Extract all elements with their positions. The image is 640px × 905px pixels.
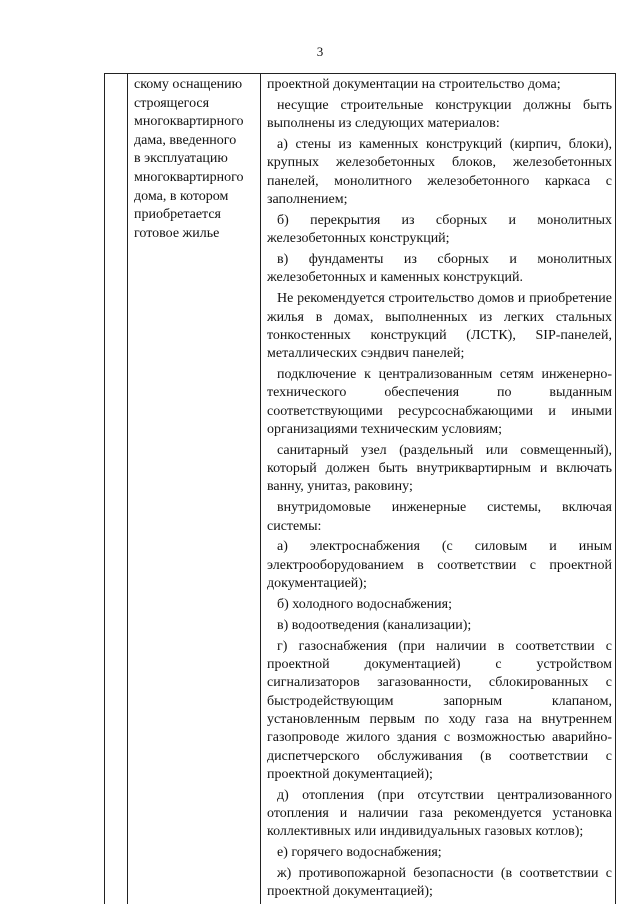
subject-line: строящегося [134, 95, 210, 111]
table-row [105, 74, 616, 905]
requirement-paragraph: Не рекомендуется строительство домов и приобретение жилья в домах, выполненных из легких стальных тонкостенных конструкций (ЛСТК), SIP-панелей, металлических сэндвич панелей; [267, 291, 612, 362]
requirement-paragraph: в) водоотведения (канализации); [277, 617, 472, 633]
requirement-paragraph: подключение к централизованным сетям инженерно-технического обеспечения по выданным соответствующими ресурсоснабжающими и иными организациями техническим условиям; [267, 367, 612, 437]
requirement-paragraph: санитарный узел (раздельный или совмещенный), который должен быть внутриквартирным и включать ванну, унитаз, раковину; [267, 442, 612, 495]
requirement-paragraph: б) холодного водоснабжения; [277, 596, 452, 612]
requirement-paragraph: е) горячего водоснабжения; [277, 845, 442, 861]
subject-line: дома, в котором [134, 188, 229, 204]
subject-line: в эксплуатацию [134, 151, 228, 167]
subject-line: дама, введенного [134, 132, 237, 148]
requirement-paragraph: д) отопления (при отсутствии централизованного отопления и наличии газа рекомендуется установка коллективных или индивидуальных газовых котлов); [267, 787, 612, 840]
subject-line: приобретается [134, 207, 221, 223]
requirement-paragraph: несущие строительные конструкции должны быть выполнены из следующих материалов: [267, 97, 612, 132]
requirement-paragraph: а) электроснабжения (с силовым и иным электрооборудованием в соответствии с проектной документацией); [267, 539, 612, 592]
requirement-paragraph: внутридомовые инженерные системы, включая системы: [267, 500, 612, 534]
requirement-paragraph: ж) противопожарной безопасности (в соответствии с проектной документацией); [267, 866, 612, 900]
requirement-paragraph: проектной документации на строительство дома; [267, 77, 561, 92]
subject-line: многоквартирного [134, 114, 244, 130]
requirements-cell [261, 74, 616, 905]
requirement-paragraph: б) перекрытия из сборных и монолитных железобетонных конструкций; [267, 212, 612, 247]
requirement-paragraph: в) фундаменты из сборных и монолитных железобетонных и каменных конструкций. [267, 252, 612, 286]
requirement-paragraph: а) стены из каменных конструкций (кирпич, блоки), крупных железобетонных блоков, железобетонных панелей, монолитного железобетонного каркаса с заполнением; [267, 137, 612, 207]
subject-line: скому оснащению [134, 77, 243, 92]
requirement-paragraph: г) газоснабжения (при наличии в соответствии с проектной документацией) с устройством сигнализаторов загазованности, сблокированных с быстродействующим запорным клапаном, установленным первым по ходу газа на внутреннем газопроводе жилого здания с возможностью аварийно-диспетчерского обслуживания (в соответствии с проектной документацией); [267, 638, 612, 782]
subject-line: многоквартирного [134, 169, 244, 185]
number-cell [105, 74, 128, 905]
subject-line: готовое жилье [134, 225, 220, 241]
requirements-table [104, 73, 616, 904]
subject-cell [128, 74, 261, 905]
page-number: 3 [316, 44, 324, 59]
